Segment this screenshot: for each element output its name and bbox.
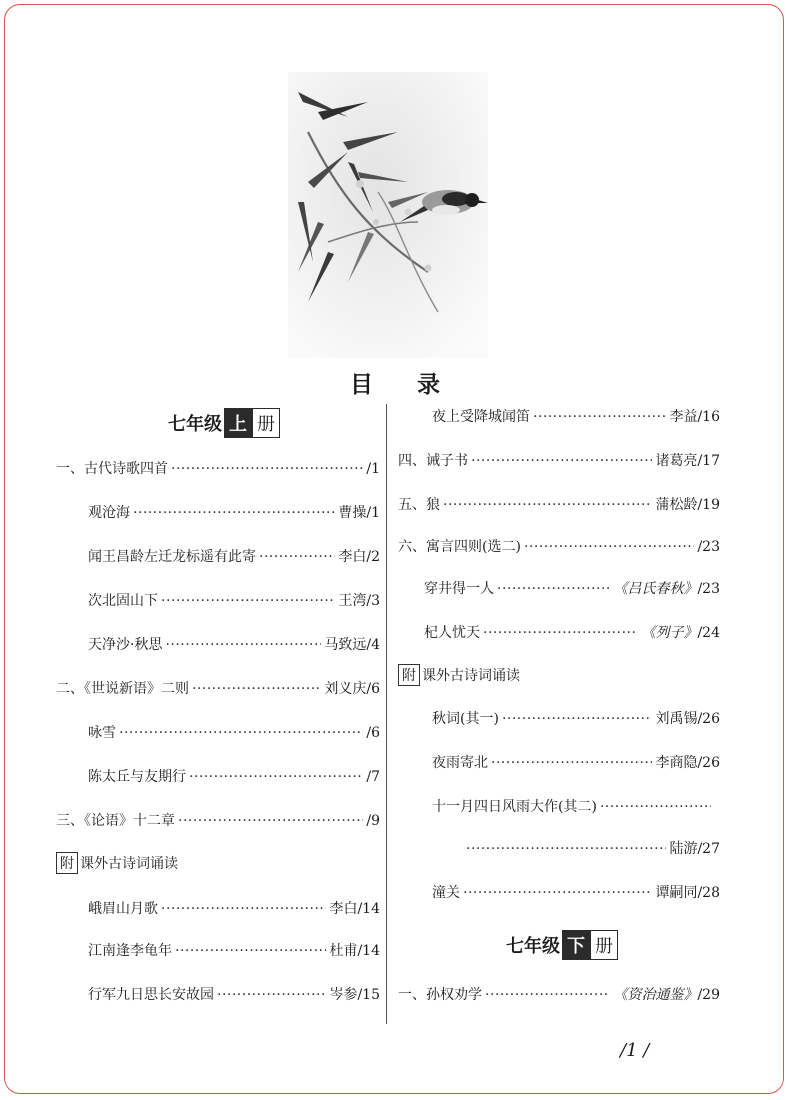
dot-leader	[524, 539, 695, 555]
entry-title: 观沧海	[88, 505, 130, 521]
grade-suffix: 册	[590, 930, 618, 960]
toc-entry[interactable]	[88, 634, 380, 656]
entry-author: 王湾	[338, 593, 367, 609]
entry-author: 马致远	[324, 637, 367, 653]
appendix-label: 课外古诗词诵读	[80, 856, 178, 872]
entry-title: 一、孙权劝学	[398, 987, 482, 1003]
toc-entry[interactable]	[398, 494, 720, 516]
toc-entry[interactable]	[432, 752, 720, 774]
entry-page: /1	[366, 505, 380, 521]
entry-page: /6	[366, 725, 380, 741]
dot-leader	[483, 625, 638, 641]
entry-page: /17	[697, 453, 720, 469]
dot-leader	[175, 943, 326, 959]
dot-leader	[133, 505, 335, 521]
dot-leader	[491, 755, 652, 771]
entry-title: 次北固山下	[88, 593, 158, 609]
entry-title: 夜雨寄北	[432, 755, 488, 771]
toc-entry[interactable]	[56, 678, 380, 700]
entry-page: /6	[366, 681, 380, 697]
dot-leader	[502, 711, 653, 727]
toc-entry[interactable]	[88, 898, 380, 920]
entry-page: /14	[357, 901, 380, 917]
toc-entry[interactable]	[88, 766, 380, 788]
entry-title: 穿井得一人	[424, 581, 494, 597]
entry-page: /28	[697, 885, 720, 901]
entry-page: /26	[697, 755, 720, 771]
entry-title: 六、寓言四则(选二)	[398, 539, 521, 555]
entry-author: 《列子》	[641, 625, 698, 641]
toc-entry[interactable]	[88, 546, 380, 568]
entry-title: 江南逢李龟年	[88, 943, 172, 959]
toc-entry[interactable]	[88, 984, 380, 1006]
dot-leader	[463, 885, 652, 901]
dot-leader	[466, 841, 666, 857]
grade-prefix: 七年级	[168, 414, 222, 435]
entry-title: 三、《论语》十二章	[56, 813, 175, 829]
entry-author: 刘禹锡	[655, 711, 698, 727]
entry-title: 潼关	[432, 885, 460, 901]
entry-title: 天净沙·秋思	[88, 637, 163, 653]
entry-page: /26	[697, 711, 720, 727]
entry-author: 李白	[329, 901, 358, 917]
dot-leader	[497, 581, 610, 597]
entry-title: 五、狼	[398, 497, 440, 513]
appendix-heading	[56, 852, 178, 874]
dot-leader	[161, 901, 326, 917]
toc-entry-continuation[interactable]	[466, 838, 720, 860]
dot-leader	[471, 453, 652, 469]
entry-title: 闻王昌龄左迁龙标遥有此寄	[88, 549, 256, 565]
grade-prefix: 七年级	[506, 936, 560, 957]
bamboo-bird-illustration	[288, 72, 488, 358]
entry-title: 峨眉山月歌	[88, 901, 158, 917]
dot-leader	[217, 987, 326, 1003]
entry-page: /7	[366, 769, 380, 785]
entry-title: 二、《世说新语》二则	[56, 681, 189, 697]
dot-leader	[161, 593, 335, 609]
toc-entry[interactable]	[56, 810, 380, 832]
grade-header-lower	[506, 930, 618, 960]
entry-title: 杞人忧天	[424, 625, 480, 641]
toc-entry[interactable]	[432, 882, 720, 904]
toc-entry[interactable]	[432, 708, 720, 730]
grade-term: 下	[562, 930, 590, 960]
dot-leader	[533, 409, 666, 425]
dot-leader	[119, 725, 363, 741]
page-number: /1 /	[620, 1040, 650, 1061]
entry-author: 李商隐	[655, 755, 698, 771]
entry-title: 四、诫子书	[398, 453, 468, 469]
entry-title: 十一月四日风雨大作(其二)	[432, 799, 597, 815]
entry-page: /16	[697, 409, 720, 425]
toc-entry[interactable]	[398, 450, 720, 472]
toc-entry[interactable]	[432, 406, 720, 428]
entry-author: 陆游	[669, 841, 698, 857]
entry-page: /24	[697, 625, 720, 641]
grade-header-upper	[168, 408, 280, 438]
toc-entry[interactable]	[56, 458, 380, 480]
toc-entry[interactable]	[432, 796, 714, 818]
grade-term: 上	[224, 408, 252, 438]
page-title: 目 录	[349, 371, 458, 398]
dot-leader	[171, 461, 363, 477]
entry-page: /14	[357, 943, 380, 959]
entry-page: /3	[366, 593, 380, 609]
dot-leader	[600, 799, 711, 815]
entry-author: 杜甫	[329, 943, 358, 959]
dot-leader	[259, 549, 335, 565]
entry-author: 《资治通鉴》	[613, 987, 698, 1003]
entry-author: 诸葛亮	[655, 453, 698, 469]
grade-suffix: 册	[252, 408, 280, 438]
entry-author: 《吕氏春秋》	[613, 581, 698, 597]
entry-author: 刘义庆	[324, 681, 367, 697]
dot-leader	[192, 681, 321, 697]
dot-leader	[485, 987, 610, 1003]
dot-leader	[443, 497, 652, 513]
dot-leader	[178, 813, 363, 829]
entry-page: /23	[697, 581, 720, 597]
entry-page: /9	[366, 813, 380, 829]
entry-title: 一、古代诗歌四首	[56, 461, 168, 477]
dot-leader	[165, 637, 321, 653]
toc-entry[interactable]	[88, 590, 380, 612]
entry-page: /1	[366, 461, 380, 477]
entry-page: /27	[697, 841, 720, 857]
appendix-tag: 附	[398, 664, 420, 686]
appendix-heading	[398, 664, 520, 686]
entry-page: /4	[366, 637, 380, 653]
toc-entry[interactable]	[398, 984, 720, 1006]
toc-entry[interactable]	[88, 722, 380, 744]
entry-author: 李白	[338, 549, 367, 565]
entry-title: 陈太丘与友期行	[88, 769, 186, 785]
toc-entry[interactable]	[424, 622, 720, 644]
entry-author: 谭嗣同	[655, 885, 698, 901]
appendix-tag: 附	[56, 852, 78, 874]
toc-entry[interactable]	[88, 502, 380, 524]
entry-author: 岑参	[329, 987, 358, 1003]
entry-title: 秋词(其一)	[432, 711, 499, 727]
entry-page: /15	[357, 987, 380, 1003]
appendix-label: 课外古诗词诵读	[422, 668, 520, 684]
entry-title: 夜上受降城闻笛	[432, 409, 530, 425]
entry-author: 李益	[669, 409, 698, 425]
column-divider	[386, 404, 387, 1024]
entry-page: /2	[366, 549, 380, 565]
entry-page: /29	[697, 987, 720, 1003]
toc-entry[interactable]	[398, 536, 720, 558]
toc-entry[interactable]	[88, 940, 380, 962]
dot-leader	[189, 769, 363, 785]
entry-page: /19	[697, 497, 720, 513]
entry-page: /23	[697, 539, 720, 555]
entry-author: 曹操	[338, 505, 367, 521]
entry-title: 行军九日思长安故园	[88, 987, 214, 1003]
entry-title: 咏雪	[88, 725, 116, 741]
entry-author: 蒲松龄	[655, 497, 698, 513]
toc-entry[interactable]	[424, 578, 720, 600]
